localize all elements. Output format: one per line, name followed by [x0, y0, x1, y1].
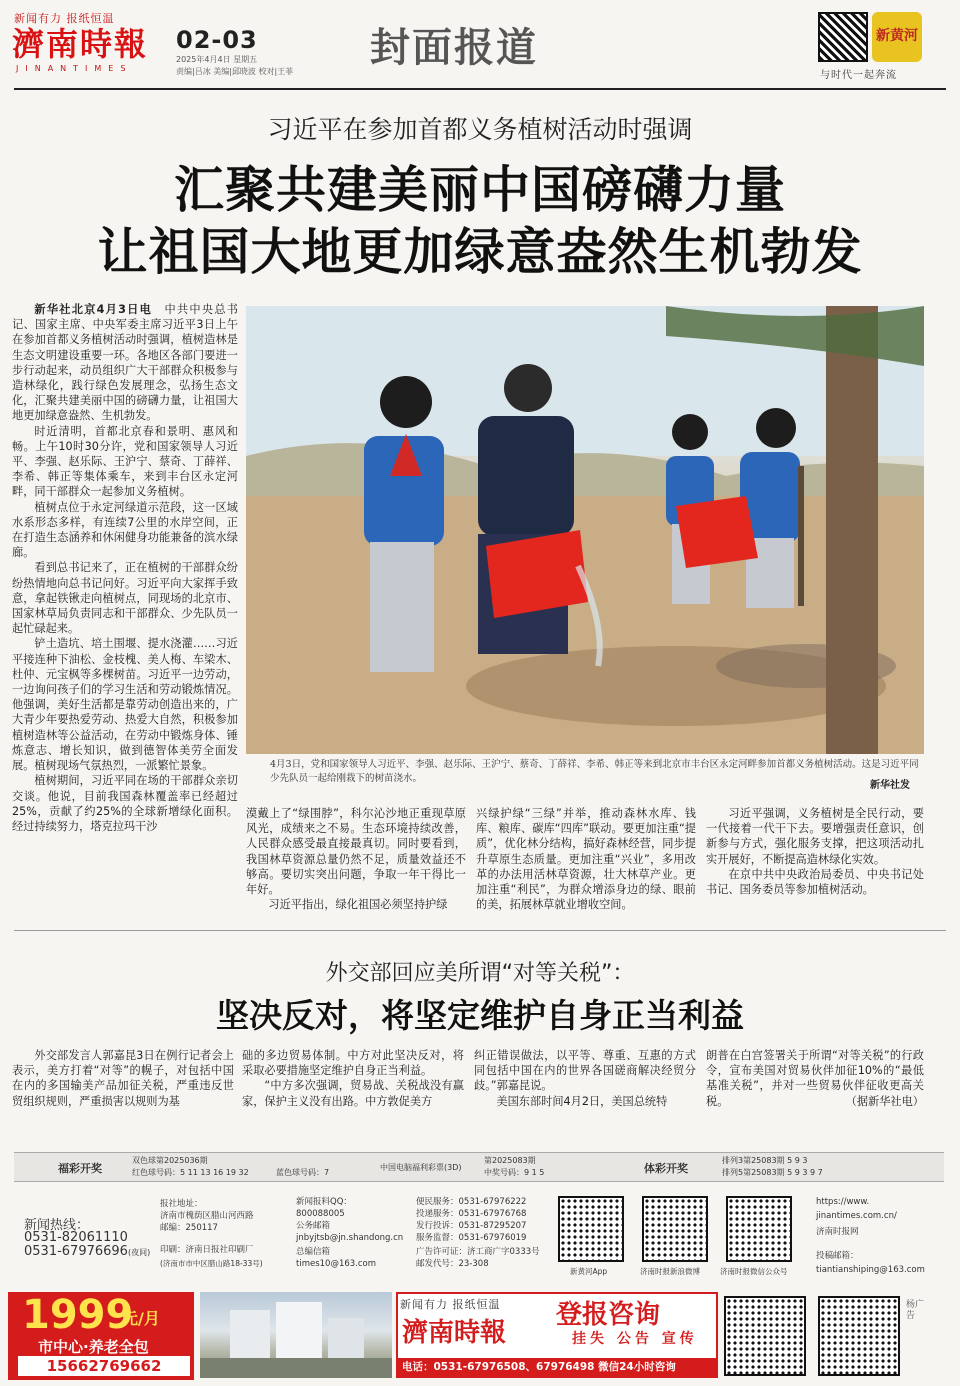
- article-column: [242, 1048, 464, 1114]
- website-name: 济南时报网: [816, 1227, 859, 1237]
- article-column: [706, 1048, 924, 1114]
- lottery-bar: [14, 1152, 944, 1182]
- article-paragraph: 漠戴上了“绿围脖”，科尔沁沙地正重现草原风光，成绩来之不易。生态环境持续改善，人民群众感受最直接最真切。同时要看到，我国林草资源总量仍然不足，质量效益还不够高。要切实突出问题，争取一年干得比一年好。: [246, 807, 466, 897]
- contact-line: 邮发代号：23-308: [416, 1259, 489, 1269]
- ad-side-text: 杨广告: [906, 1300, 925, 1321]
- pl3-result: 排列3第25083期 5 9 3: [722, 1156, 808, 1165]
- masthead-latin: JINANTIMES: [16, 64, 133, 73]
- submission-email[interactable]: tiantianshiping@163.com: [816, 1265, 925, 1275]
- qr-code-icon[interactable]: [726, 1196, 792, 1262]
- article-paragraph: 朗普在白宫签署关于所谓“对等关税”的行政令，宣布美国对贸易伙伴加征10%的“最低基准关税”，并对一些贸易伙伴征收更高关税。: [706, 1049, 924, 1108]
- hotline-label: 新闻热线：: [24, 1218, 90, 1233]
- article-paragraph: 习近平强调，义务植树是全民行动，要一代接着一代干下去。要增强责任意识，创新参与方式，强化服务支撑，把这项活动扎实开展好，不断提高造林绿化实效。: [706, 807, 924, 866]
- qr-label: 济南时报微信公众号: [720, 1267, 788, 1276]
- main-kicker: 习近平在参加首都义务植树活动时强调: [267, 115, 693, 144]
- printer-address: (济南市市中区腊山路18-33号): [160, 1259, 263, 1268]
- ad-phone[interactable]: 15662769662: [18, 1356, 190, 1376]
- issue-date: 2025年4月4日 星期五: [176, 55, 258, 64]
- article-dateline: 新华社北京4月3日电: [34, 303, 153, 316]
- ad-consult-title: 登报咨询: [556, 1300, 661, 1330]
- website-url-2[interactable]: jinantimes.com.cn/: [816, 1211, 897, 1221]
- article-paragraph: 在京中共中央政治局委员、中央书记处书记、国务委员等参加植树活动。: [706, 867, 924, 897]
- editors-credit: 责编|吕冰 美编|邱晓波 校对|王菲: [176, 67, 294, 76]
- article-paragraph: 植树期间，习近平同在场的干部群众亲切交谈。他说，目前我国森林覆盖率已经超过25%，贡献了约25%的全球新增绿化面积。经过持续努力，塔克拉玛干沙: [12, 774, 238, 833]
- contact-line: 便民服务：0531-67976222: [416, 1197, 527, 1207]
- article-paragraph: 纠正错误做法，以平等、尊重、互惠的方式同包括中国在内的世界各国磋商解决经贸分歧。”郭嘉昆说。: [474, 1049, 696, 1093]
- website-url[interactable]: https://www.: [816, 1197, 870, 1207]
- article-paragraph: 习近平指出，绿化祖国必须坚持护绿: [268, 898, 448, 912]
- article-lead-column: [12, 302, 238, 920]
- contact-line: 发行投诉：0531-87295207: [416, 1221, 527, 1231]
- chief-email-label: 总编信箱: [296, 1247, 331, 1257]
- ad-paper-masthead: 濟南時報: [402, 1318, 507, 1348]
- address-label: 报社地址：: [160, 1199, 203, 1209]
- article-column: [12, 1048, 234, 1114]
- contact-line: 投递服务：0531-67976768: [416, 1209, 527, 1219]
- pl5-result: 排列5第25083期 5 9 3 9 7: [722, 1168, 823, 1177]
- qr-code-icon[interactable]: [642, 1196, 708, 1262]
- page-number: 02-03: [176, 26, 258, 54]
- section-title: 封面报道: [370, 25, 538, 71]
- article-paragraph: 外交部发言人郭嘉昆3日在例行记者会上表示，美方打着“对等”的幌子，对包括中国在内的多国输美产品加征关税，严重违反世贸组织规则，严重损害以规则为基: [12, 1049, 234, 1108]
- submission-label: 投稿邮箱：: [816, 1251, 859, 1261]
- sports-lottery-title: 体彩开奖: [644, 1162, 688, 1175]
- article-paragraph: “中方多次强调，贸易战、关税战没有赢家，保护主义没有出路。中方敦促美方: [242, 1079, 464, 1108]
- qr-code-icon[interactable]: [724, 1296, 806, 1376]
- partner-slogan: 与时代一起奔流: [820, 70, 897, 81]
- article-column: [706, 806, 924, 921]
- qr-code-icon[interactable]: [818, 1296, 900, 1376]
- ad-price-unit: 元/月: [122, 1309, 160, 1328]
- hotline-note: (夜间): [127, 1248, 151, 1257]
- fc3d-label: 中国电脑福利彩票(3D): [380, 1163, 462, 1172]
- main-headline-2: 让祖国大地更加绿意盎然生机勃发: [97, 223, 863, 281]
- ssq-blue: 蓝色球号码：7: [276, 1168, 330, 1177]
- address: 济南市槐荫区腊山河西路: [160, 1211, 254, 1221]
- ad-consult-phone[interactable]: 电话：0531-67976508、67976498 微信24小时咨询: [398, 1358, 716, 1376]
- article-divider: [14, 930, 946, 931]
- article-paragraph: 看到总书记来了，正在植树的干部群众纷纷热情地向总书记问好。习近平向大家挥手致意，拿起铁锹走向植树点，同现场的北京市、国家林草局负责同志和干部群众、少先队员一起忙碌起来。: [12, 561, 238, 636]
- ad-price: 1999: [22, 1292, 134, 1338]
- article-paragraph: 时近清明，首都北京春和景明、惠风和畅。上午10时30分许，党和国家领导人习近平、李强、赵乐际、王沪宁、蔡奇、丁薛祥、李希、韩正等集体乘车，来到丰台区永定河畔，同干部群众一起参加义务植树。: [12, 424, 238, 499]
- fc3d-numbers: 中奖号码：9 1 5: [484, 1168, 545, 1177]
- second-kicker: 外交部回应美所谓“对等关税”：: [325, 961, 635, 986]
- ssq-period: 双色球第2025036期: [132, 1156, 208, 1165]
- email[interactable]: jnbyjtsb@jn.shandong.cn: [296, 1233, 404, 1243]
- chief-email[interactable]: times10@163.com: [296, 1259, 377, 1269]
- qr-label: 济南时报新浪微博: [640, 1267, 700, 1276]
- zip-code: 邮编：250117: [160, 1223, 218, 1233]
- article-paragraph: 美国东部时间4月2日，美国总统特: [496, 1094, 668, 1108]
- article-paragraph: 兴绿护绿“三绿”并举，推动森林水库、钱库、粮库、碳库“四库”联动。要更加注重“提质”，优化林分结构，搞好森林经营，同步提升草原生态质量。更加注重“兴业”，多用改革的办法用活林草资源，壮大林草产业。更加注重“利民”，为群众增添身边的绿、眼前的美，拓展林草就业增收空间。: [476, 807, 696, 912]
- header-divider: [14, 88, 946, 90]
- hotline-number[interactable]: 0531-82061110: [24, 1230, 128, 1245]
- ad-subtitle: 市中心·养老全包: [38, 1338, 149, 1356]
- contact-line: 服务监督：0531-67976019: [416, 1233, 527, 1243]
- article-paragraph: 础的多边贸易体制。中方对此坚决反对，将采取必要措施坚定维护自身正当利益。: [242, 1049, 464, 1078]
- hotline-number-night[interactable]: [24, 1244, 150, 1259]
- second-headline: 坚决反对，将坚定维护自身正当利益: [216, 996, 744, 1035]
- article-lead: 中共中央总书记、国家主席、中央军委主席习近平3日上午在参加首都义务植树活动时强调，植树造林是生态文明建设重要一环。各地区各部门要进一步行动起来，动员组织广大干部群众积极参与造林绿化，践行绿色发展理念，弘扬生态文化，汇聚共建美丽中国的磅礴力量，让祖国大地更加绿意盎然、生机勃发。: [12, 303, 238, 423]
- building-photo: [200, 1292, 392, 1378]
- printer: 印刷：济南日报社印刷厂: [160, 1245, 254, 1255]
- article-column: [474, 1048, 696, 1114]
- email-label: 公务邮箱: [296, 1221, 331, 1231]
- partner-logo: 新黄河: [872, 12, 922, 62]
- masthead-logo: 濟南時報: [12, 25, 149, 63]
- article-paragraph: 植树点位于永定河绿道示范段，这一区域水系形态多样，有连续7公里的水岸空间，正在打造生态涵养和休闲健身功能兼备的滨水绿廊。: [12, 500, 238, 560]
- article-column: [246, 806, 466, 921]
- building-image: [200, 1292, 392, 1378]
- news-photo[interactable]: [246, 306, 924, 754]
- welfare-lottery-title: 福彩开奖: [58, 1162, 102, 1175]
- article-paragraph: 铲土造坑、培土围堰、提水浇灌……习近平接连种下油松、金枝槐、美人梅、车梁木、杜仲、元宝枫等多棵树苗。习近平一边劳动，一边询问孩子们的学习生活和劳动锻炼情况。他强调，美好生活都是靠劳动创造出来的，广大青少年要热爱劳动、热爱大自然，积极参加植树造林等公益活动，在劳动中锻炼身体、锤炼意志、增长知识，做到德智体美劳全面发展。植树现场气氛热烈，一派繁忙景象。: [12, 637, 238, 773]
- masthead-slogan: 新闻有力 报纸恒温: [14, 12, 115, 25]
- qq-label: 新闻报料QQ：: [296, 1197, 352, 1207]
- qr-label: 新黄河App: [570, 1267, 608, 1276]
- ad-paper-slogan: 新闻有力 报纸恒温: [400, 1298, 501, 1311]
- photo-caption: 4月3日，党和国家领导人习近平、李强、赵乐际、王沪宁、蔡奇、丁薛祥、李希、韩正等来到北京市丰台区永定河畔参加首都义务植树活动。这是习近平同少先队员一起给刚栽下的树苗浇水。: [270, 759, 919, 784]
- qq-number: 800088005: [296, 1209, 345, 1219]
- ad-consult-subtitle: 挂失 公告 宣传: [572, 1331, 698, 1347]
- article-column: [476, 806, 696, 921]
- contact-line: 广告许可证：济工商广字0333号: [416, 1247, 540, 1257]
- news-source: （据新华社电）: [845, 1094, 924, 1108]
- hotline-number-text: 0531-67976696: [24, 1244, 128, 1259]
- fc3d-period: 第2025083期: [484, 1156, 536, 1165]
- qr-code-icon[interactable]: [818, 12, 868, 62]
- tree-planting-photo: [246, 306, 924, 754]
- qr-code-icon[interactable]: [558, 1196, 624, 1262]
- photo-credit: 新华社发: [870, 780, 910, 791]
- ssq-red: 红色球号码：5 11 13 16 19 32: [132, 1168, 249, 1177]
- main-headline-1: 汇聚共建美丽中国磅礴力量: [174, 161, 786, 219]
